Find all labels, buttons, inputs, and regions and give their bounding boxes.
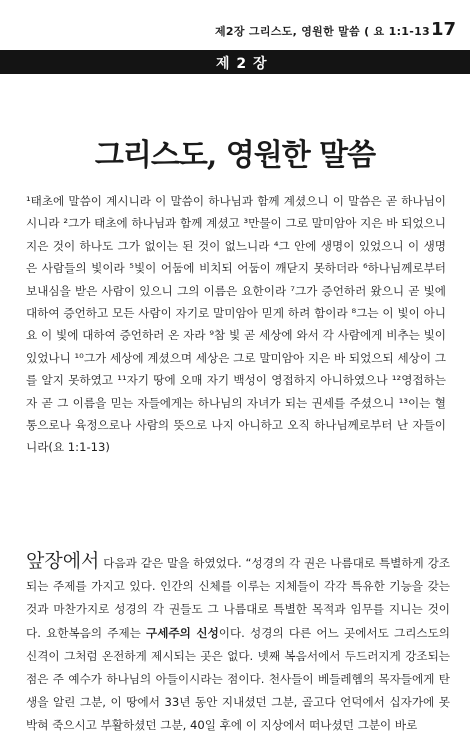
running-head	[0, 20, 470, 40]
running-head-text: 제2장 그리스도, 영원한 말씀 ( 요 1:1-13	[214, 25, 430, 38]
lead-word: 앞장에서	[26, 550, 100, 572]
commentary-text-2: 이다. 성경의 다른 어느 곳에서도 그리스도의 신격이 그처럼 온전하게 제시되는 곳은 없다. 넷째 복음서에서 두드러지게 강조되는 점은 주 예수가 하나님의 아들이시라는 점이다. 천사들이 베들레헴의 목자들에게 탄생을 알린 그분, 이 땅에서 33년 동안 지내셨던 그분, 골고다 언덕에서 십자가에 못 박혀 죽으시고 부활하셨던 그분, 40일 후에 이 지상에서 떠나셨던 그분이 바로	[26, 625, 450, 733]
chapter-bar	[0, 50, 470, 74]
scripture-passage: ¹태초에 말씀이 계시니라 이 말씀이 하나님과 함께 계셨으니 이 말씀은 곧 하나님이시니라 ²그가 태초에 하나님과 함께 계셨고 ³만물이 그로 말미암아 지은 바 되었으니 지은 것이 하나도 그가 없이는 된 것이 없느니라 ⁴그 안에 생명이 있었으니 이 생명은 사람들의 빛이라 ⁵빛이 어둠에 비치되 어둠이 깨닫지 못하더라 ⁶하나님께로부터 보내심을 받은 사람이 있으니 그의 이름은 요한이라 ⁷그가 증언하러 왔으니 곧 빛에 대하여 증언하고 모든 사람이 자기로 말미암아 믿게 하려 함이라 ⁸그는 이 빛이 아니요 이 빛에 대하여 증언하러 온 자라 ⁹참 빛 곧 세상에 와서 각 사람에게 비추는 빛이 있었나니 ¹⁰그가 세상에 계셨으며 세상은 그로 말미암아 지은 바 되었으되 세상이 그를 알지 못하였고 ¹¹자기 땅에 오매 자기 백성이 영접하지 아니하였으나 ¹²영접하는 자 곧 그 이름을 믿는 자들에게는 하나님의 자녀가 되는 권세를 주셨으니 ¹³이는 혈통으로나 육정으로나 사람의 뜻으로 나지 아니하고 오직 하나님께로부터 난 자들이니라(요 1:1-13)	[26, 194, 446, 455]
commentary-emphasis: 구세주의 신성	[146, 625, 219, 640]
commentary-paragraph	[26, 550, 450, 738]
page-number: 17	[430, 19, 456, 40]
chapter-title: 그리스도, 영원한 말씀	[94, 138, 376, 173]
commentary-text-1: 다음과 같은 말을 하였었다. “성경의 각 권은 나름대로 특별하게 강조되는 주제를 가지고 있다. 인간의 신체를 이루는 지체들이 각각 특유한 기능을 갖는 것과 마찬가지로 성경의 각 권들도 그 나름대로 특별한 목적과 임무를 지니는 것이다. 요한복음의 주제는	[26, 556, 450, 640]
chapter-label: 제 2 장	[216, 56, 268, 72]
